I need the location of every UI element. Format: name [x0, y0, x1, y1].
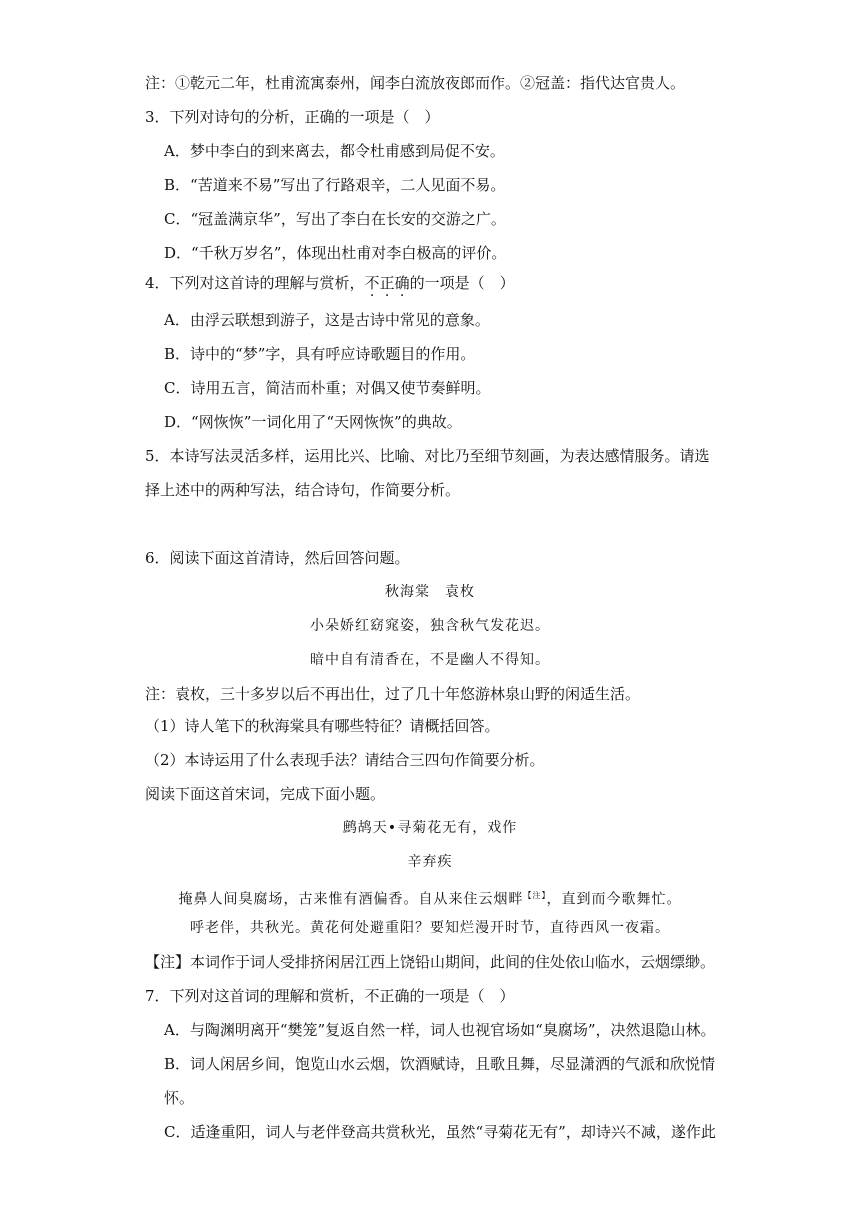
note-text: 注：袁枚，三十多岁以后不再出仕，过了几十年悠游林泉山野的闲适生活。 — [145, 685, 641, 703]
option-7c: C．适逢重阳，词人与老伴登高共赏秋光，虽然“寻菊花无有”，却诗兴不减，遂作此 — [164, 1123, 716, 1141]
question-4-prefix: 4．下列对这首诗的理解与赏析， — [145, 274, 365, 292]
option-4a: A．由浮云联想到游子，这是古诗中常见的意象。 — [164, 311, 490, 329]
option-3b: B．“苦道来不易”写出了行路艰辛，二人见面不易。 — [164, 176, 506, 194]
poem-2-line-2: 呼老伴，共秋光。黄花何处避重阳？要知烂漫开时节，直待西风一夜霜。 — [190, 920, 670, 936]
emphasis-char: 正 — [379, 274, 395, 292]
question-5-line-2: 择上述中的两种写法，结合诗句，作简要分析。 — [145, 481, 461, 499]
poem-2-title: 鹧鸪天•寻菊花无有，戏作 — [342, 820, 518, 836]
option-3c: C．“冠盖满京华”，写出了李白在长安的交游之广。 — [164, 210, 506, 228]
option-4c: C．诗用五言，简洁而朴重；对偶又使节奏鲜明。 — [164, 379, 491, 397]
reading-intro: 阅读下面这首宋词，完成下面小题。 — [145, 785, 386, 803]
option-7b-line-1: B．词人闲居乡间，饱览山水云烟，饮酒赋诗，且歌且舞，尽显潇洒的气派和欣悦情 — [164, 1055, 716, 1073]
question-4-suffix: 的一项是（ ） — [409, 274, 515, 292]
emphasis-char: 不 — [364, 274, 380, 292]
question-6: 6．阅读下面这首清诗，然后回答问题。 — [145, 549, 410, 567]
poem-2-line-1-b: ，直到而今歌舞忙。 — [546, 891, 682, 908]
poem-2-author: 辛弃疾 — [407, 854, 453, 870]
option-3a: A．梦中李白的到来离去，都令杜甫感到局促不安。 — [164, 142, 505, 160]
question-7: 7．下列对这首词的理解和赏析，不正确的一项是（ ） — [145, 987, 515, 1005]
poem-2-line-1 — [0, 886, 860, 910]
poem-1-title: 秋海棠 袁枚 — [385, 584, 475, 600]
option-4b: B．诗中的“梦”字，具有呼应诗歌题目的作用。 — [164, 345, 476, 363]
note-text: 注：①乾元二年，杜甫流寓泰州，闻李白流放夜郎而作。②冠盖：指代达官贵人。 — [145, 74, 686, 92]
option-4d: D．“网恢恢”一词化用了“天网恢恢”的典故。 — [164, 413, 462, 431]
question-6-1: （1）诗人笔下的秋海棠具有哪些特征？请概括回答。 — [145, 717, 500, 735]
footnote-marker: 【注】 — [523, 891, 547, 900]
poem-2-line-1-a: 掩鼻人间臭腐场，古来惟有酒偏香。自从来住云烟畔 — [178, 891, 524, 908]
poem-1-line-1: 小朵娇红窈窕姿，独含秋气发花迟。 — [310, 618, 550, 634]
emphasis-char: 确 — [394, 274, 410, 292]
poem-1-line-2: 暗中自有清香在，不是幽人不得知。 — [310, 652, 550, 668]
option-3d: D．“千秋万岁名”，体现出杜甫对李白极高的评价。 — [164, 244, 507, 262]
question-3: 3．下列对诗句的分析，正确的一项是（ ） — [145, 108, 440, 126]
option-7b-line-2: 怀。 — [164, 1089, 195, 1107]
question-6-2: （2）本诗运用了什么表现手法？请结合三四句作简要分析。 — [145, 751, 545, 769]
question-5-line-1: 5．本诗写法灵活多样，运用比兴、比喻、对比乃至细节刻画，为表达感情服务。请选 — [145, 447, 710, 465]
option-7a: A．与陶渊明离开“樊笼”复返自然一样，词人也视官场如“臭腐场”，决然退隐山林。 — [164, 1021, 716, 1039]
note-text: 【注】本词作于词人受排挤闲居江西上饶铅山期间，此间的住处依山临水，云烟缥缈。 — [145, 953, 716, 971]
question-4 — [145, 273, 515, 293]
